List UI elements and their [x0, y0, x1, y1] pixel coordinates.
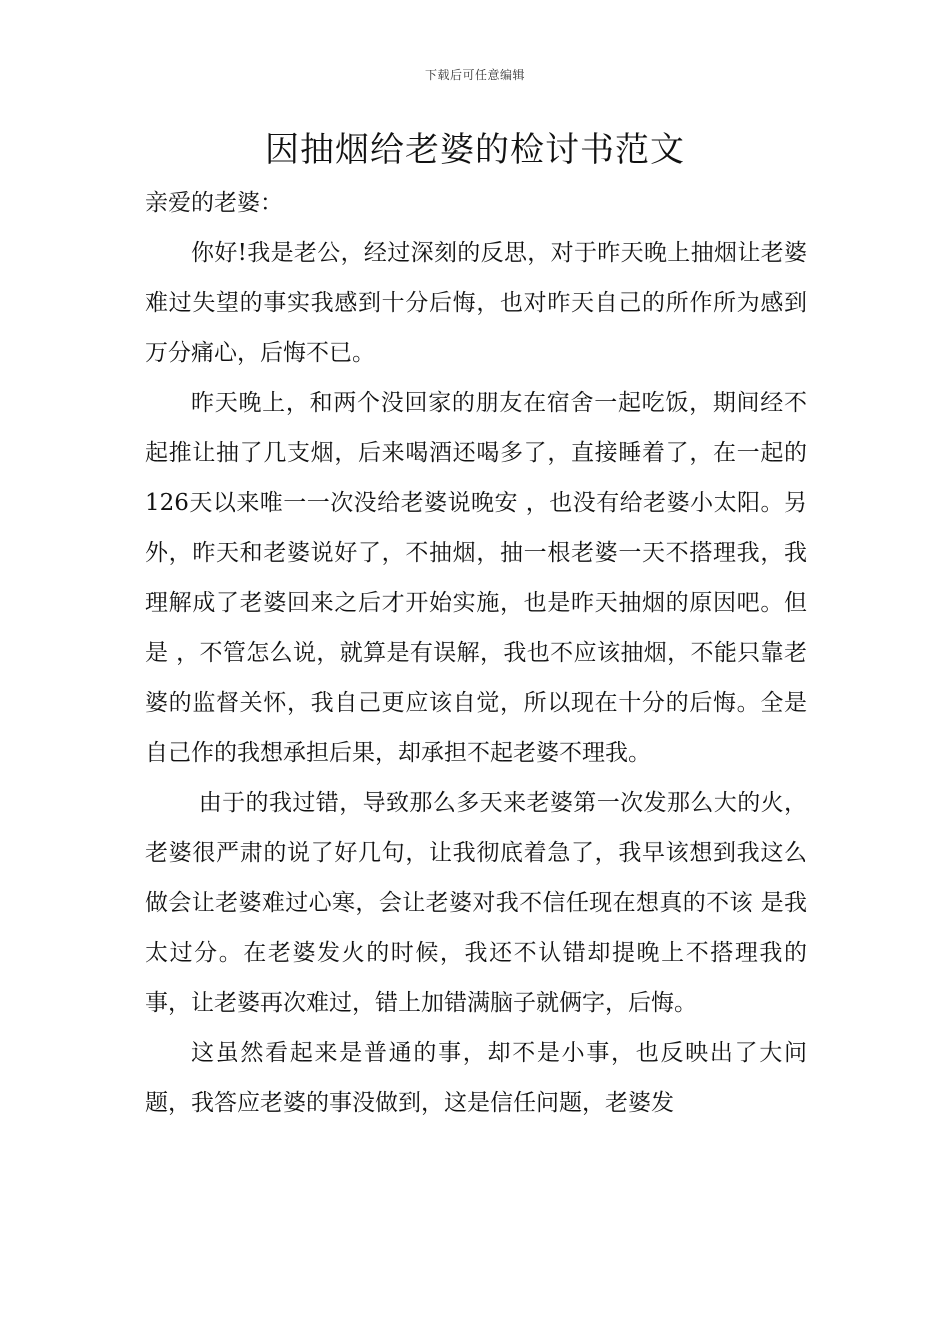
document-body: [145, 178, 807, 1128]
header-note: 下载后可任意编辑: [424, 68, 525, 82]
paragraph-2: 昨天晚上，和两个没回家的朋友在宿舍一起吃饭，期间经不起推让抽了几支烟，后来喝酒还喝多了，直接睡着了，在一起的126天以来唯一一次没给老婆说晚安 ，也没有给老婆小太阳。另外，昨天和老婆说好了，不抽烟，抽一根老婆一天不搭理我，我理解成了老婆回来之后才开始实施，也是昨天抽烟的原因吧。但是 ，不管怎么说，就算是有误解，我也不应该抽烟，不能只靠老婆的监督关怀，我自己更应该自觉，所以现在十分的后悔。全是自己作的我想承担后果，却承担不起老婆不理我。: [145, 390, 807, 766]
salutation: 亲爱的老婆：: [145, 190, 283, 216]
paragraph-4: 这虽然看起来是普通的事，却不是小事，也反映出了大问题，我答应老婆的事没做到，这是信任问题，老婆发: [145, 1040, 807, 1116]
document-title: 因抽烟给老婆的检讨书范文: [265, 130, 685, 170]
paragraph-3: 由于的我过错，导致那么多天来老婆第一次发那么大的火，老婆很严肃的说了好几句，让我彻底着急了，我早该想到我这么做会让老婆难过心寒，会让老婆对我不信任现在想真的不该 是我太过分。在老婆发火的时候，我还不认错却提晚上不搭理我的事，让老婆再次难过，错上加错满脑子就俩字，后悔。: [145, 790, 808, 1016]
paragraph-1: 你好!我是老公，经过深刻的反思，对于昨天晚上抽烟让老婆难过失望的事实我感到十分后悔，也对昨天自己的所作所为感到万分痛心，后悔不已。: [145, 240, 807, 366]
